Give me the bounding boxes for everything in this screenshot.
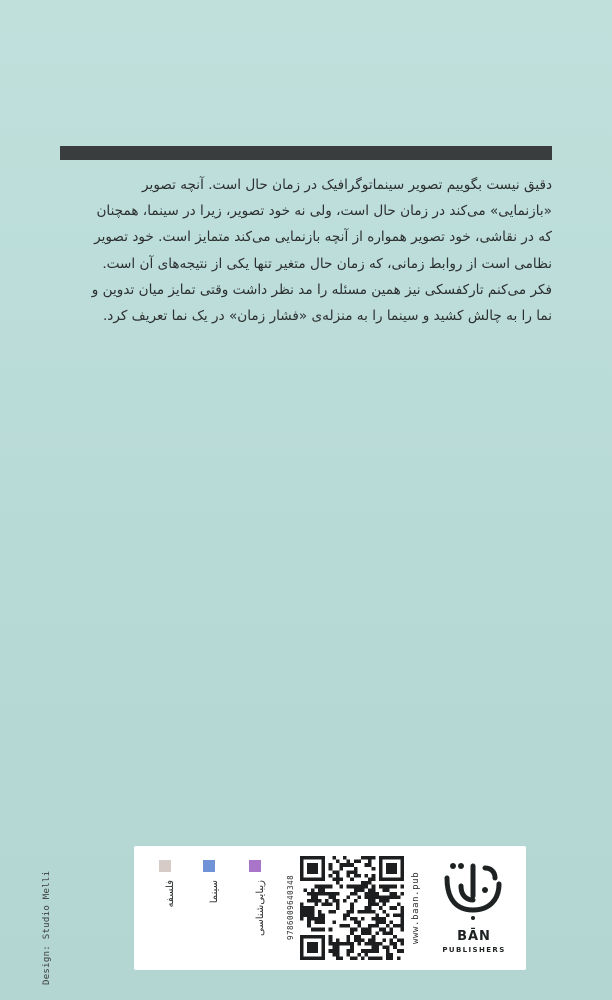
blurb-line: «بازنمایی» می‌کند در زمان حال است، ولی نه خود تصویر، زیرا در سینما، همچنان xyxy=(96,203,552,220)
website-url: www.baan.pub xyxy=(411,871,421,945)
blurb-line: نظامی است از روابط زمانی، که زمان حال متغیر تنها یکی از نتیجه‌های آن است. xyxy=(102,255,552,272)
blurb-line: که در نقاشی، خود تصویر همواره از آنچه بازنمایی می‌کند متمایز است. خود تصویر xyxy=(94,229,552,246)
category-aesthetics xyxy=(246,860,268,960)
design-credit: Design: Studio Melli xyxy=(42,870,52,985)
publisher-sub: PUBLISHERS xyxy=(442,946,506,954)
publisher-brand xyxy=(430,930,518,954)
blurb-text xyxy=(60,172,552,329)
category-label: سینما xyxy=(209,880,220,904)
blurb-line: نما را به چالش کشید و سینما را به منزله‌ی «فشار زمان» در یک نما تعریف کرد. xyxy=(102,308,552,325)
category-swatch xyxy=(159,860,171,872)
blurb-line: فکر می‌کنم تارکفسکی نیز همین مسئله را مد نظر داشت وقتی تمایز میان تدوین و xyxy=(91,281,552,298)
isbn-digits: 9786009640348 xyxy=(286,874,295,940)
publisher-name: BĀN xyxy=(457,929,491,944)
category-label: فلسفه xyxy=(165,880,176,908)
category-philosophy xyxy=(156,860,178,960)
category-swatch xyxy=(203,860,215,872)
top-divider-bar xyxy=(60,146,552,160)
category-label: زیبایی‌شناسی xyxy=(255,880,266,936)
category-cinema xyxy=(200,860,222,960)
qr-code-icon xyxy=(300,856,404,960)
blurb-line: دقیق نیست بگوییم تصویر سینماتوگرافیک در زمان حال است. آنچه تصویر xyxy=(142,177,552,193)
category-swatch xyxy=(249,860,261,872)
publisher-logo-icon xyxy=(439,856,509,920)
publisher-label-box xyxy=(134,846,526,970)
